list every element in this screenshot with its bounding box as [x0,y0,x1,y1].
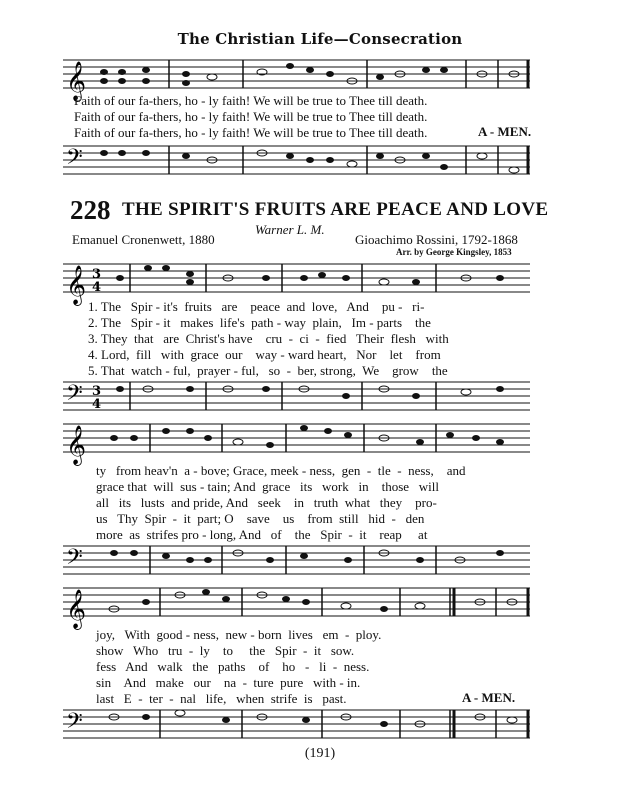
system-3-verse-1: joy, With good - ness, new - born lives em - ploy. [96,627,382,642]
bass-staff-top [0,140,640,190]
svg-text:4: 4 [92,280,102,295]
svg-text:𝄢: 𝄢 [66,709,83,739]
system-2-verse-3: all its lusts and pride, And seek in truth what they pro- [96,495,437,510]
svg-text:3: 3 [92,267,102,282]
arranger: Arr. by George Kingsley, 1853 [396,247,512,257]
system-3-verse-3: fess And walk the paths of ho - li - ness. [96,659,370,674]
system-2-verse-1: ty from heav'n a - bove; Grace, meek - ness, gen - tle - ness, and [96,463,466,478]
svg-text:𝄞: 𝄞 [66,265,87,305]
hymn-title: THE SPIRIT'S FRUITS ARE PEACE AND LOVE [122,199,549,220]
text-author: Emanuel Cronenwett, 1880 [72,232,215,247]
svg-text:𝄢: 𝄢 [66,381,83,411]
top-lyric-line-3: Faith of our fa-thers, ho - ly faith! We will be true to Thee till death. [74,125,428,140]
system-1-verse-3: 3. They that are Christ's have cru - ci - fied Their flesh with [88,331,449,346]
system-1-verse-1: 1. The Spir - it's fruits are peace and love, And pu - ri- [88,299,425,314]
svg-text:𝄞: 𝄞 [66,61,87,101]
bass-staff-system-2 [0,540,640,586]
svg-text:3: 3 [92,384,102,399]
system-1-verse-5: 5. That watch - ful, prayer - ful, so - ber, strong, We grow the [88,363,448,378]
tune-meter: Warner L. M. [255,222,325,237]
top-lyric-line-1: Faith of our fa-thers, ho - ly faith! We will be true to Thee till death. [74,93,428,108]
svg-text:𝄢: 𝄢 [66,145,83,175]
svg-text:4: 4 [92,397,102,412]
top-lyric-line-2: Faith of our fa-thers, ho - ly faith! We will be true to Thee till death. [74,109,428,124]
system-3-verse-5: last E - ter - nal life, when strife is past. [96,691,347,706]
system-3-verse-4: sin And make our na - ture pure with - in. [96,675,361,690]
svg-text:𝄢: 𝄢 [66,545,83,575]
bass-staff-system-3 [0,704,640,750]
hymn-number: 228 [70,195,111,225]
amen: A - MEN. [462,690,516,705]
section-header: The Christian Life—Consecration [177,30,463,48]
system-1-verse-4: 4. Lord, fill with grace our way - ward heart, Nor let from [88,347,441,362]
system-3-verse-2: show Who tru - ly to the Spir - it sow. [96,643,355,658]
treble-staff-system-2 [0,418,640,468]
tune-composer: Gioachimo Rossini, 1792-1868 [355,232,518,247]
svg-text:𝄞: 𝄞 [66,589,87,629]
system-2-verse-4: us Thy Spir - it part; O save us from still hid - den [96,511,425,526]
page-number: (191) [304,746,336,761]
bass-staff-system-1 [0,376,640,422]
treble-staff-system-3 [0,582,640,632]
system-2-verse-2: grace that will sus - tain; And grace its work in those will [96,479,439,494]
system-1-verse-2: 2. The Spir - it makes life's path - way plain, Im - parts the [88,315,431,330]
svg-text:𝄞: 𝄞 [66,425,87,465]
system-2-verse-5: more as strifes pro - long, And of the Spir - it reap at [96,527,428,542]
top-amen: A - MEN. [478,124,532,139]
